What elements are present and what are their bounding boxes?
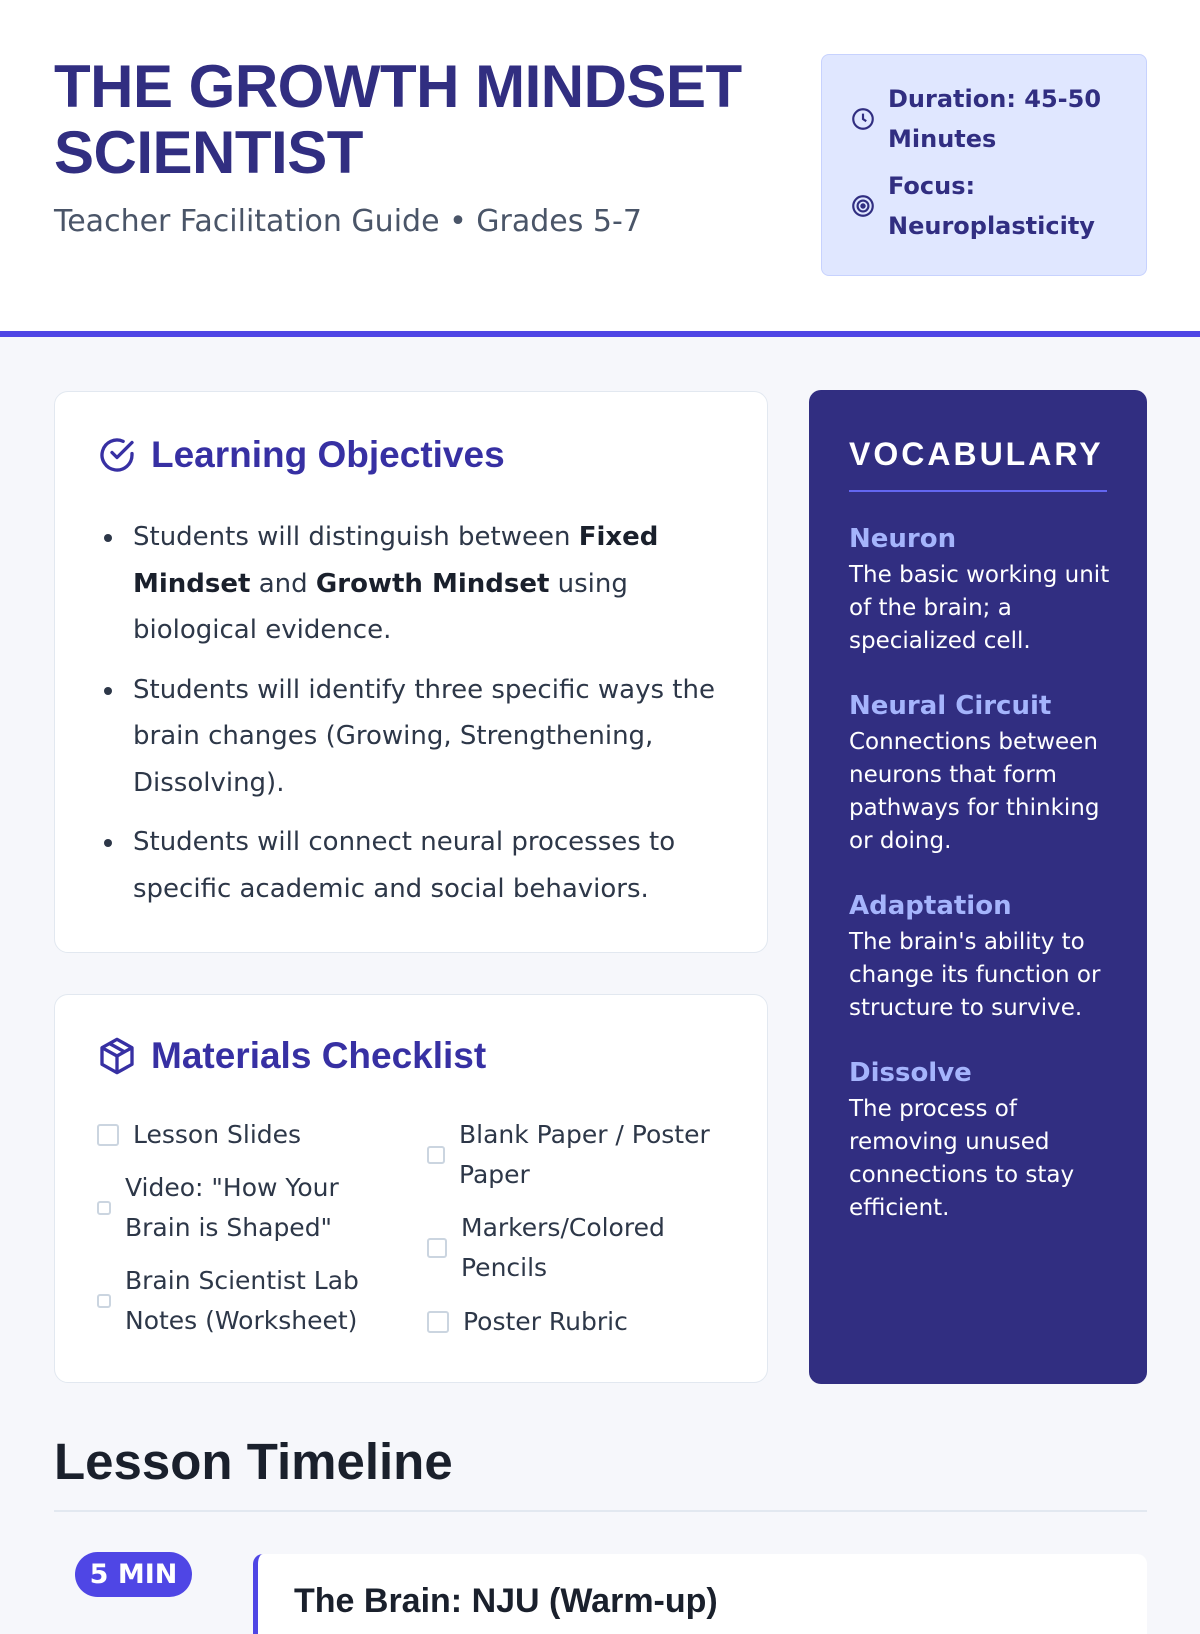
timeline-divider: [54, 1510, 1147, 1512]
duration-badge: 5 MIN: [75, 1552, 192, 1597]
material-label: Video: "How Your Brain is Shaped": [125, 1173, 339, 1242]
package-icon: [97, 1036, 137, 1076]
materials-heading: Materials Checklist: [151, 1035, 487, 1076]
duration-line-1: Duration: 45-50: [888, 85, 1102, 113]
material-label: Poster Rubric: [463, 1307, 628, 1336]
materials-card: [54, 994, 768, 1383]
clock-icon: [850, 106, 876, 132]
term-definition: The brain's ability to change its function or structure to survive.: [849, 929, 1101, 1021]
focus-line-1: Focus:: [888, 172, 976, 200]
material-label: Blank Paper / Poster Paper: [459, 1120, 710, 1189]
focus-text: [888, 166, 1095, 246]
check-circle-icon: [97, 435, 137, 475]
duration-text: [888, 79, 1101, 159]
checkbox[interactable]: [427, 1146, 445, 1164]
timeline-step-card: [253, 1554, 1147, 1634]
material-item[interactable]: [427, 1208, 727, 1288]
term-definition: The process of removing unused connections to stay efficient.: [849, 1096, 1075, 1221]
page-title: THE GROWTH MINDSET SCIENTIST: [54, 53, 742, 186]
term-name: Neuron: [849, 524, 957, 554]
material-item[interactable]: [97, 1168, 397, 1248]
duration-line-2: Minutes: [888, 125, 997, 153]
objectives-list: [133, 514, 753, 925]
objectives-card: [54, 391, 768, 953]
objectives-header: [97, 434, 505, 476]
term-name: Adaptation: [849, 891, 1012, 921]
focus-row: [850, 166, 1095, 246]
checkbox[interactable]: [427, 1238, 447, 1258]
checkbox[interactable]: [97, 1201, 111, 1215]
target-icon: [850, 193, 876, 219]
vocab-term: [849, 689, 1117, 858]
page-header: [0, 0, 1200, 337]
lesson-info-box: [821, 54, 1147, 276]
term-name: Neural Circuit: [849, 691, 1052, 721]
objectives-heading: Learning Objectives: [151, 434, 505, 475]
term-name: Dissolve: [849, 1058, 972, 1088]
checkbox[interactable]: [97, 1294, 111, 1308]
timeline-step-title: The Brain: NJU (Warm-up): [294, 1582, 718, 1620]
vocabulary-divider: [849, 490, 1107, 492]
vocab-term: [849, 522, 1117, 658]
page-subtitle: Teacher Facilitation Guide • Grades 5-7: [54, 204, 642, 239]
term-definition: Connections between neurons that form pathways for thinking or doing.: [849, 729, 1100, 854]
material-item[interactable]: [427, 1302, 628, 1342]
objective-item: Students will distinguish between Fixed Mindset and Growth Mindset using biological evidence.: [133, 514, 753, 654]
checkbox[interactable]: [427, 1311, 449, 1333]
material-item[interactable]: [97, 1261, 407, 1341]
objective-item: Students will identify three specific ways the brain changes (Growing, Strengthening, Dissolving).: [133, 667, 753, 807]
duration-row: [850, 79, 1101, 159]
material-item[interactable]: [97, 1115, 301, 1155]
materials-header: [97, 1035, 486, 1077]
material-label: Lesson Slides: [133, 1120, 302, 1149]
vocab-term: [849, 889, 1117, 1025]
vocabulary-panel: [809, 390, 1147, 1384]
material-label: Brain Scientist Lab Notes (Worksheet): [125, 1266, 359, 1335]
checkbox[interactable]: [97, 1124, 119, 1146]
material-label: Markers/Colored Pencils: [461, 1213, 665, 1282]
timeline-heading: Lesson Timeline: [54, 1433, 453, 1490]
objective-item: Students will connect neural processes to specific academic and social behaviors.: [133, 819, 753, 912]
focus-line-2: Neuroplasticity: [888, 212, 1095, 240]
term-definition: The basic working unit of the brain; a specialized cell.: [849, 562, 1110, 654]
vocab-term: [849, 1056, 1117, 1225]
vocabulary-heading: VOCABULARY: [849, 436, 1104, 472]
material-item[interactable]: [427, 1115, 727, 1195]
